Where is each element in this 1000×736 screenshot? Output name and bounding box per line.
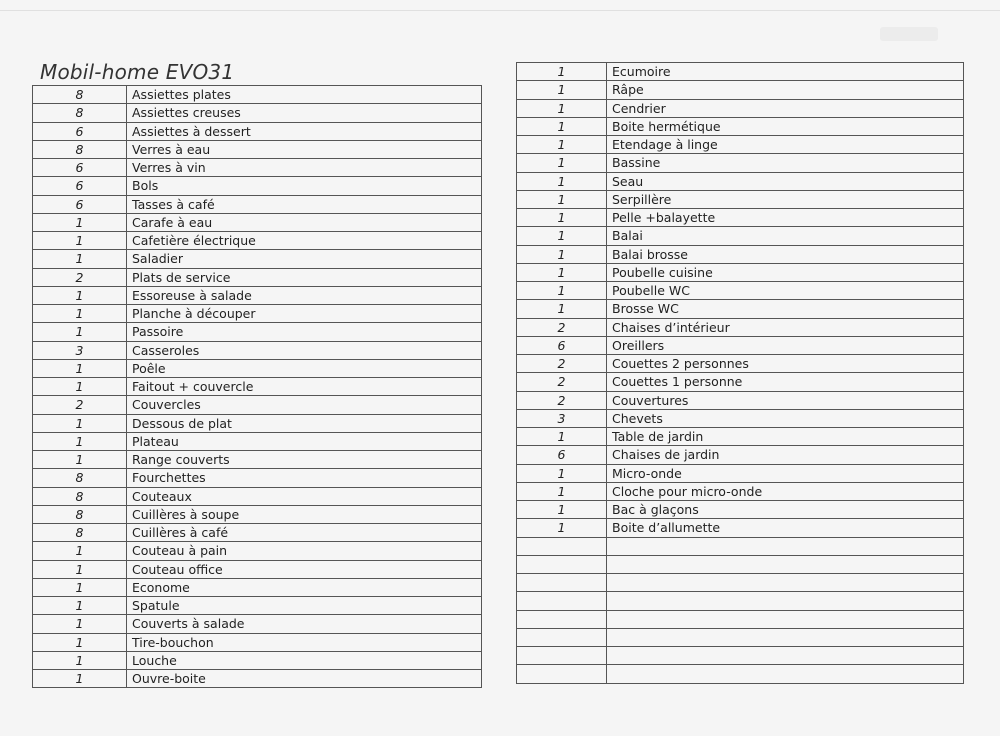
item-name-cell: Ecumoire — [607, 63, 964, 81]
item-name-cell: Oreillers — [607, 336, 964, 354]
table-row — [517, 190, 964, 208]
quantity-cell: 1 — [33, 432, 127, 450]
item-name-cell: Couteau office — [127, 560, 482, 578]
quantity-cell: 6 — [33, 177, 127, 195]
item-name-cell: Louche — [127, 651, 482, 669]
item-name-cell: Bac à glaçons — [607, 501, 964, 519]
quantity-cell — [517, 665, 607, 683]
item-name-cell: Chaises de jardin — [607, 446, 964, 464]
item-name-cell: Verres à vin — [127, 159, 482, 177]
table-row — [33, 432, 482, 450]
item-name-cell — [607, 665, 964, 683]
table-row — [33, 286, 482, 304]
item-name-cell: Couteau à pain — [127, 542, 482, 560]
table-row — [33, 232, 482, 250]
quantity-cell: 2 — [33, 268, 127, 286]
quantity-cell: 1 — [517, 117, 607, 135]
item-name-cell: Passoire — [127, 323, 482, 341]
quantity-cell: 1 — [33, 359, 127, 377]
table-row — [33, 140, 482, 158]
table-row — [33, 633, 482, 651]
table-row — [517, 318, 964, 336]
item-name-cell: Assiettes creuses — [127, 104, 482, 122]
item-name-cell: Spatule — [127, 597, 482, 615]
quantity-cell — [517, 610, 607, 628]
quantity-cell: 1 — [33, 578, 127, 596]
table-row — [517, 446, 964, 464]
table-row — [517, 610, 964, 628]
table-row — [33, 578, 482, 596]
page-title: Mobil-home EVO31 — [40, 60, 235, 84]
quantity-cell: 1 — [33, 232, 127, 250]
table-row — [517, 391, 964, 409]
item-name-cell: Balai brosse — [607, 245, 964, 263]
item-name-cell: Essoreuse à salade — [127, 286, 482, 304]
item-name-cell: Saladier — [127, 250, 482, 268]
quantity-cell: 8 — [33, 524, 127, 542]
item-name-cell — [607, 555, 964, 573]
item-name-cell: Brosse WC — [607, 300, 964, 318]
quantity-cell: 1 — [33, 414, 127, 432]
quantity-cell: 1 — [33, 633, 127, 651]
table-row — [517, 209, 964, 227]
quantity-cell: 1 — [517, 464, 607, 482]
item-name-cell: Cuillères à café — [127, 524, 482, 542]
item-name-cell: Couettes 2 personnes — [607, 355, 964, 373]
quantity-cell: 1 — [33, 597, 127, 615]
quantity-cell: 3 — [517, 409, 607, 427]
quantity-cell: 1 — [33, 250, 127, 268]
quantity-cell: 8 — [33, 487, 127, 505]
item-name-cell: Tasses à café — [127, 195, 482, 213]
table-row — [33, 597, 482, 615]
item-name-cell: Cloche pour micro-onde — [607, 482, 964, 500]
table-row — [33, 323, 482, 341]
page-edge-line — [0, 10, 1000, 11]
quantity-cell: 2 — [517, 318, 607, 336]
quantity-cell: 8 — [33, 505, 127, 523]
quantity-cell: 2 — [517, 355, 607, 373]
quantity-cell: 8 — [33, 140, 127, 158]
table-row — [33, 670, 482, 688]
quantity-cell: 1 — [517, 209, 607, 227]
quantity-cell: 6 — [517, 446, 607, 464]
table-row — [517, 300, 964, 318]
table-row — [33, 86, 482, 104]
item-name-cell: Poubelle cuisine — [607, 263, 964, 281]
scan-smudge — [880, 27, 938, 41]
quantity-cell: 8 — [33, 86, 127, 104]
quantity-cell — [517, 555, 607, 573]
table-row — [33, 542, 482, 560]
item-name-cell: Carafe à eau — [127, 213, 482, 231]
item-name-cell: Micro-onde — [607, 464, 964, 482]
quantity-cell: 1 — [517, 154, 607, 172]
table-row — [33, 268, 482, 286]
table-row — [517, 117, 964, 135]
quantity-cell: 1 — [517, 501, 607, 519]
item-name-cell: Cendrier — [607, 99, 964, 117]
item-name-cell: Pelle +balayette — [607, 209, 964, 227]
item-name-cell: Couettes 1 personne — [607, 373, 964, 391]
item-name-cell — [607, 610, 964, 628]
item-name-cell: Etendage à linge — [607, 136, 964, 154]
table-row — [517, 172, 964, 190]
quantity-cell: 1 — [517, 63, 607, 81]
item-name-cell: Râpe — [607, 81, 964, 99]
table-row — [517, 628, 964, 646]
item-name-cell: Couvertures — [607, 391, 964, 409]
table-row — [33, 341, 482, 359]
table-row — [33, 414, 482, 432]
item-name-cell: Table de jardin — [607, 428, 964, 446]
table-row — [33, 159, 482, 177]
item-name-cell: Poubelle WC — [607, 282, 964, 300]
table-row — [517, 464, 964, 482]
item-name-cell: Couverts à salade — [127, 615, 482, 633]
quantity-cell: 1 — [517, 263, 607, 281]
quantity-cell: 6 — [517, 336, 607, 354]
quantity-cell: 1 — [33, 286, 127, 304]
table-row — [517, 245, 964, 263]
quantity-cell: 6 — [33, 195, 127, 213]
item-name-cell: Couteaux — [127, 487, 482, 505]
table-row — [517, 154, 964, 172]
table-row — [33, 177, 482, 195]
table-row — [33, 122, 482, 140]
table-row — [517, 355, 964, 373]
table-row — [517, 537, 964, 555]
table-row — [517, 282, 964, 300]
quantity-cell — [517, 647, 607, 665]
table-row — [33, 560, 482, 578]
quantity-cell: 1 — [517, 136, 607, 154]
quantity-cell: 1 — [517, 172, 607, 190]
quantity-cell — [517, 574, 607, 592]
table-row — [33, 505, 482, 523]
quantity-cell: 1 — [517, 482, 607, 500]
inventory-table-right — [516, 62, 964, 684]
quantity-cell: 6 — [33, 122, 127, 140]
item-name-cell: Assiettes à dessert — [127, 122, 482, 140]
quantity-cell — [517, 537, 607, 555]
table-row — [33, 359, 482, 377]
quantity-cell: 1 — [517, 81, 607, 99]
table-row — [517, 409, 964, 427]
quantity-cell: 6 — [33, 159, 127, 177]
table-row — [33, 524, 482, 542]
table-row — [517, 665, 964, 683]
item-name-cell: Faitout + couvercle — [127, 378, 482, 396]
item-name-cell: Verres à eau — [127, 140, 482, 158]
table-row — [33, 469, 482, 487]
table-row — [517, 373, 964, 391]
quantity-cell: 1 — [33, 651, 127, 669]
item-name-cell: Couvercles — [127, 396, 482, 414]
item-name-cell: Assiettes plates — [127, 86, 482, 104]
item-name-cell — [607, 574, 964, 592]
item-name-cell: Poêle — [127, 359, 482, 377]
quantity-cell: 1 — [517, 428, 607, 446]
quantity-cell: 1 — [33, 560, 127, 578]
item-name-cell — [607, 537, 964, 555]
item-name-cell: Fourchettes — [127, 469, 482, 487]
item-name-cell: Econome — [127, 578, 482, 596]
item-name-cell: Plateau — [127, 432, 482, 450]
table-row — [517, 81, 964, 99]
table-row — [33, 487, 482, 505]
table-row — [33, 195, 482, 213]
item-name-cell: Cuillères à soupe — [127, 505, 482, 523]
table-row — [517, 647, 964, 665]
item-name-cell: Seau — [607, 172, 964, 190]
quantity-cell: 1 — [33, 305, 127, 323]
quantity-cell: 2 — [517, 391, 607, 409]
table-row — [517, 63, 964, 81]
quantity-cell: 1 — [517, 282, 607, 300]
item-name-cell: Bols — [127, 177, 482, 195]
table-row — [33, 651, 482, 669]
item-name-cell: Bassine — [607, 154, 964, 172]
table-row — [517, 501, 964, 519]
quantity-cell: 1 — [33, 542, 127, 560]
item-name-cell: Cafetière électrique — [127, 232, 482, 250]
quantity-cell: 1 — [517, 190, 607, 208]
item-name-cell: Boite d’allumette — [607, 519, 964, 537]
table-row — [33, 104, 482, 122]
quantity-cell — [517, 628, 607, 646]
table-row — [517, 336, 964, 354]
item-name-cell: Plats de service — [127, 268, 482, 286]
table-row — [517, 592, 964, 610]
item-name-cell: Boite hermétique — [607, 117, 964, 135]
quantity-cell: 1 — [517, 227, 607, 245]
table-row — [33, 213, 482, 231]
quantity-cell: 1 — [517, 300, 607, 318]
table-row — [33, 615, 482, 633]
item-name-cell — [607, 592, 964, 610]
table-row — [517, 263, 964, 281]
quantity-cell — [517, 592, 607, 610]
quantity-cell: 1 — [33, 378, 127, 396]
quantity-cell: 2 — [33, 396, 127, 414]
item-name-cell: Balai — [607, 227, 964, 245]
table-row — [517, 227, 964, 245]
inventory-table-left — [32, 85, 482, 688]
quantity-cell: 1 — [33, 323, 127, 341]
quantity-cell: 1 — [33, 213, 127, 231]
table-row — [517, 482, 964, 500]
item-name-cell: Chevets — [607, 409, 964, 427]
quantity-cell: 1 — [33, 670, 127, 688]
item-name-cell: Casseroles — [127, 341, 482, 359]
table-row — [517, 136, 964, 154]
quantity-cell: 1 — [33, 451, 127, 469]
quantity-cell: 8 — [33, 469, 127, 487]
table-row — [33, 378, 482, 396]
table-row — [33, 250, 482, 268]
item-name-cell: Chaises d’intérieur — [607, 318, 964, 336]
item-name-cell — [607, 647, 964, 665]
table-row — [33, 305, 482, 323]
item-name-cell: Tire-bouchon — [127, 633, 482, 651]
table-row — [517, 428, 964, 446]
table-row — [517, 555, 964, 573]
table-row — [517, 519, 964, 537]
quantity-cell: 1 — [517, 99, 607, 117]
item-name-cell — [607, 628, 964, 646]
item-name-cell: Range couverts — [127, 451, 482, 469]
item-name-cell: Dessous de plat — [127, 414, 482, 432]
item-name-cell: Planche à découper — [127, 305, 482, 323]
quantity-cell: 2 — [517, 373, 607, 391]
quantity-cell: 3 — [33, 341, 127, 359]
item-name-cell: Ouvre-boite — [127, 670, 482, 688]
quantity-cell: 1 — [517, 519, 607, 537]
table-row — [517, 99, 964, 117]
quantity-cell: 8 — [33, 104, 127, 122]
table-row — [517, 574, 964, 592]
quantity-cell: 1 — [33, 615, 127, 633]
item-name-cell: Serpillère — [607, 190, 964, 208]
table-row — [33, 451, 482, 469]
table-row — [33, 396, 482, 414]
quantity-cell: 1 — [517, 245, 607, 263]
